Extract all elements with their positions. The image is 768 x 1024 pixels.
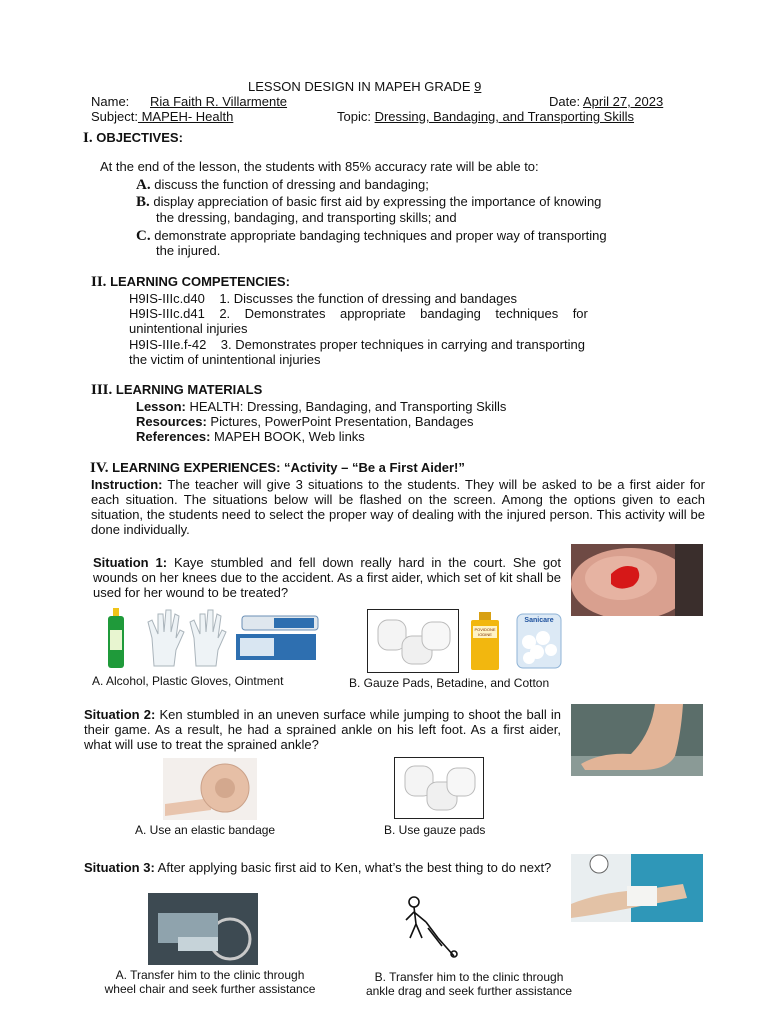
objective-letter: B. [136,194,150,210]
competency-2-cont: unintentional injuries [129,321,248,336]
knee-wound-photo [571,544,703,616]
competency-3-cont: the victim of unintentional injuries [129,352,321,367]
cotton-pack-image [515,612,563,670]
section-heading-text: LEARNING MATERIALS [115,382,263,397]
competencies-heading [91,274,290,290]
gauze-pads-icon [395,758,483,818]
section-numeral: IV. [90,460,109,476]
topic-field [337,109,634,124]
option-line: A. Transfer him to the clinic through [115,968,305,982]
objective-c-cont: the injured. [156,243,221,258]
experiences-heading [90,460,465,476]
competency-3: H9IS-IIIe.f-42 3. Demonstrates proper techniques in carrying and transporting [129,337,585,352]
bandaging-photo [571,854,703,922]
betadine-bottle-icon [469,612,501,670]
objective-letter: A. [136,177,151,193]
situation-body: Ken stumbled in an uneven surface while jumping to shoot the ball in their game. As a result, he had a sprained ankle on his left foot. As a first aider, what will use to treat the sprained ankle? [84,707,562,752]
lesson-value: HEALTH: Dressing, Bandaging, and Transporting Skills [185,399,507,414]
section-heading-text: LEARNING EXPERIENCES: “Activity – “Be a First Aider!” [112,460,465,475]
name-value: Ria Faith R. Villarmente [150,94,288,109]
situation-2-option-b[interactable]: B. Use gauze pads [384,823,486,837]
situation-label: Situation 1: [93,555,168,570]
materials-references [136,429,365,444]
situation-3-text [84,860,554,875]
ankle-drag-icon [398,894,458,960]
objective-a [136,177,429,193]
ointment-image [234,614,320,662]
alcohol-bottle-icon [104,608,128,668]
situation-body: Kaye stumbled and fell down really hard in the court. She got wounds on her knees due to the accident. As a first aider, which set of kit shall be used for her wound to be treated? [93,555,561,600]
section-heading-text: OBJECTIVES: [96,130,183,145]
situation-3-option-a[interactable] [88,968,332,996]
option-line: ankle drag and seek further assistance [365,984,573,998]
alcohol-bottle-image [104,608,128,668]
sprained-ankle-photo [571,704,703,776]
materials-heading [91,382,262,398]
bandaging-icon [571,854,703,922]
materials-lesson [136,399,506,414]
situation-1-option-a[interactable]: A. Alcohol, Plastic Gloves, Ointment [92,674,284,688]
objective-c [136,228,607,244]
wheelchair-icon [148,893,258,965]
competency-2: H9IS-IIIc.d41 2. Demonstrates appropriate bandaging techniques for [129,306,588,321]
section-numeral: I. [83,130,93,146]
title-text: LESSON DESIGN IN MAPEH GRADE [248,79,471,94]
situation-2-text [84,707,561,752]
situation-label: Situation 3: [84,860,155,875]
plastic-gloves-image [146,608,230,668]
subject-label: Subject: [91,109,138,124]
situation-label: Situation 2: [84,707,156,722]
gauze-pads-icon [368,610,458,672]
sprained-ankle-icon [571,704,703,776]
references-label: References: [136,429,211,444]
situation-2-option-a[interactable]: A. Use an elastic bandage [135,823,276,837]
knee-wound-icon [571,544,703,616]
objective-b [136,194,601,210]
objective-letter: C. [136,228,151,244]
wheelchair-photo [148,893,258,965]
objectives-intro: At the end of the lesson, the students with 85% accuracy rate will be able to: [100,159,539,174]
objective-text: discuss the function of dressing and bandaging; [154,177,429,192]
situation-body: After applying basic first aid to Ken, what’s the best thing to do next? [154,860,552,875]
elastic-bandage-image [163,758,257,820]
competency-1: H9IS-IIIc.d40 1. Discusses the function of dressing and bandages [129,291,518,306]
gauze-pads-image-2 [394,757,484,819]
ankle-drag-illustration [398,894,458,960]
objective-text: display appreciation of basic first aid by expressing the importance of knowing [153,194,602,209]
resources-label: Resources: [136,414,207,429]
betadine-bottle-image [469,612,501,670]
situation-1-text [93,555,561,600]
section-numeral: II. [91,274,107,290]
section-numeral: III. [91,382,113,398]
instruction-text: The teacher will give 3 situations to the students. They will be asked to be a first aider for each situation. The situations below will be flashed on the screen. Among the options given to each situation, the students need to select the proper way of dealing with the injured person. This activity will be done individually. [91,477,705,537]
section-heading-text: LEARNING COMPETENCIES: [110,274,290,289]
betadine-label: POVIDONE IODINE [474,627,496,637]
objective-b-cont: the dressing, bandaging, and transporting skills; and [156,210,457,225]
ointment-icon [234,614,320,662]
lesson-title [248,79,481,94]
date-label: Date: [549,94,581,109]
option-line: wheel chair and seek further assistance [104,982,316,996]
resources-value: Pictures, PowerPoint Presentation, Bandages [206,414,474,429]
topic-value: Dressing, Bandaging, and Transporting Skills [374,109,635,124]
situation-1-option-b[interactable]: B. Gauze Pads, Betadine, and Cotton [349,676,550,690]
date-field [549,94,663,109]
elastic-bandage-icon [163,758,257,820]
objectives-heading [83,130,183,146]
objective-text: demonstrate appropriate bandaging techniques and proper way of transporting [154,228,607,243]
situation-3-option-b[interactable] [350,970,588,998]
subject-field [91,109,233,124]
topic-label: Topic: [337,109,371,124]
gloves-icon [146,608,230,668]
instruction-label: Instruction: [91,477,163,492]
option-line: B. Transfer him to the clinic through [374,970,564,984]
subject-value: MAPEH- Health [137,109,234,124]
gauze-pads-image [367,609,459,673]
references-value: MAPEH BOOK, Web links [210,429,365,444]
materials-resources [136,414,473,429]
date-value: April 27, 2023 [582,94,664,109]
name-label: Name: [91,94,130,109]
lesson-label: Lesson: [136,399,186,414]
grade-value: 9 [474,79,482,94]
cotton-label: Sanicare [524,617,554,624]
instruction-paragraph [75,477,705,537]
